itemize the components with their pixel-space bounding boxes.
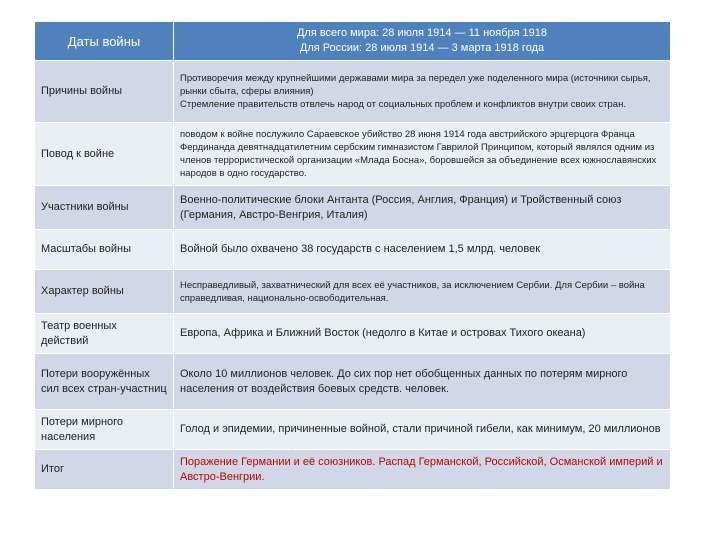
table-row-outcome	[35, 450, 671, 490]
row-label-military-losses: Потери вооружённых сил всех стран-участниц	[35, 354, 174, 410]
row-value-civilian-losses: Голод и эпидемии, причиненные войной, стали причиной гибели, как минимум, 20 миллионов	[174, 410, 671, 450]
row-value-military-losses: Около 10 миллионов человек. До сих пор нет обобщенных данных по потерям мирного населения от воздействия боевых средств. человек.	[174, 354, 671, 410]
row-value-participants: Военно-политические блоки Антанта (Россия, Англия, Франция) и Тройственный союз (Германия, Австро-Венгрия, Италия)	[174, 186, 671, 230]
header-label-war-dates: Даты войны	[35, 22, 174, 61]
row-label-participants: Участники войны	[35, 186, 174, 230]
table-row-scale	[35, 230, 671, 270]
war-facts-table-container	[34, 21, 670, 490]
table-row-causes	[35, 61, 671, 123]
row-label-outcome: Итог	[35, 450, 174, 490]
table-row-pretext	[35, 123, 671, 186]
header-value-war-dates: Для всего мира: 28 июля 1914 — 11 ноября 1918 Для России: 28 июля 1914 — 3 марта 1918 года	[174, 22, 671, 61]
row-label-civilian-losses: Потери мирного населения	[35, 410, 174, 450]
row-label-causes: Причины войны	[35, 61, 174, 123]
table-header-row	[35, 22, 671, 61]
row-value-scale: Войной было охвачено 38 государств с населением 1,5 млрд. человек	[174, 230, 671, 270]
row-value-causes: Противоречия между крупнейшими державами мира за передел уже поделенного мира (источники сырья, рынки сбыта, сферы влияния) Стремление правительств отвлечь народ от социальных проблем и конфликтов внутри своих стран.	[174, 61, 671, 123]
table-row-theater	[35, 314, 671, 354]
row-label-pretext: Повод к войне	[35, 123, 174, 186]
table-row-participants	[35, 186, 671, 230]
table-row-military-losses	[35, 354, 671, 410]
table-row-civilian-losses	[35, 410, 671, 450]
war-facts-table	[34, 21, 671, 490]
row-label-scale: Масштабы войны	[35, 230, 174, 270]
row-value-character: Несправедливый, захватнический для всех её участников, за исключением Сербии. Для Сербии – война справедливая, национально-освободительная.	[174, 270, 671, 314]
table-row-character	[35, 270, 671, 314]
row-label-character: Характер войны	[35, 270, 174, 314]
row-value-outcome: Поражение Германии и её союзников. Распад Германской, Российской, Османской империй и Австро-Венгрии.	[174, 450, 671, 490]
row-label-theater: Театр военных действий	[35, 314, 174, 354]
row-value-pretext: поводом к войне послужило Сараевское убийство 28 июня 1914 года австрийского эрцгерцога Франца Фердинанда девятнадцатилетним сербским гимназистом Гаврилой Принципом, который являлся одним из членов террористической организации «Млада Босна», боровшейся за объединение всех южнославянских народов в одно государство.	[174, 123, 671, 186]
row-value-theater: Европа, Африка и Ближний Восток (недолго в Китае и островах Тихого океана)	[174, 314, 671, 354]
